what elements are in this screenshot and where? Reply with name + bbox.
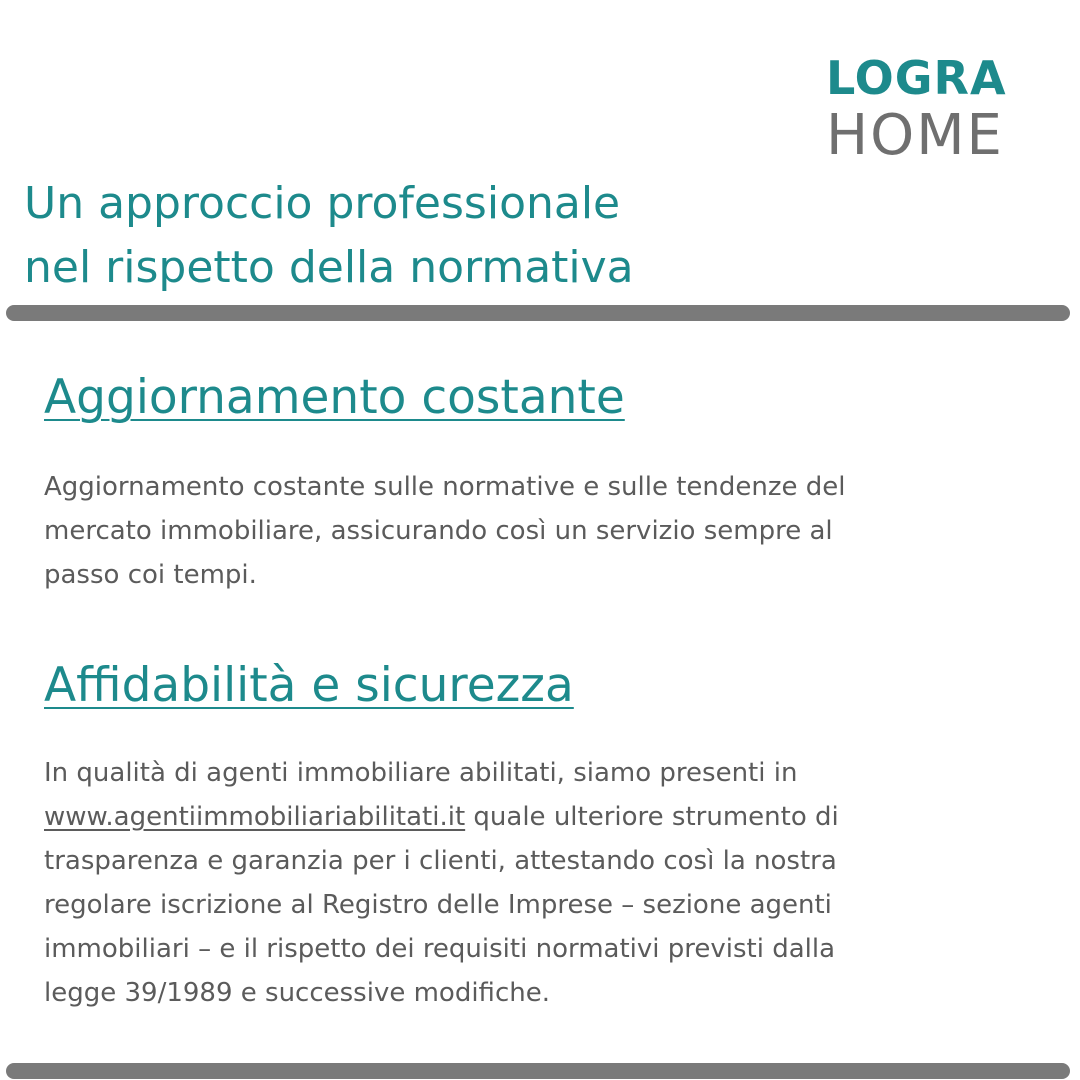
headline-line-1: Un approccio professionale	[24, 178, 621, 229]
headline-line-2: nel rispetto della normativa	[24, 242, 634, 293]
bottom-divider	[6, 1063, 1070, 1079]
section-title-aggiornamento: Aggiornamento costante	[44, 370, 625, 425]
body-line: passo coi tempi.	[44, 560, 257, 590]
section-title-affidabilita: Affidabilità e sicurezza	[44, 658, 574, 713]
body-line: trasparenza e garanzia per i clienti, attestando così la nostra	[44, 846, 837, 876]
body-line: regolare iscrizione al Registro delle Imprese – sezione agenti	[44, 890, 832, 920]
roof-mark-icon	[1014, 48, 1056, 52]
brand-logo	[826, 48, 1058, 160]
body-line: immobiliari – e il rispetto dei requisiti normativi previsti dalla	[44, 934, 836, 964]
body-line-with-link	[44, 795, 1054, 839]
top-divider	[6, 305, 1070, 321]
body-line: In qualità di agenti immobiliare abilitati, siamo presenti in	[44, 758, 798, 788]
logo-word-bottom: HOME	[826, 103, 1004, 160]
body-line: Aggiornamento costante sulle normative e sulle tendenze del	[44, 472, 846, 502]
body-line-rest: quale ulteriore strumento di	[465, 802, 839, 832]
section-body-aggiornamento	[44, 465, 1054, 597]
logo-word-top: LOGRA	[826, 51, 1007, 105]
agenti-abilitati-link[interactable]: www.agentiimmobiliariabilitati.it	[44, 802, 466, 832]
page-headline	[24, 172, 1024, 300]
body-line: mercato immobiliare, assicurando così un servizio sempre al	[44, 516, 833, 546]
logo-graphic	[826, 48, 1058, 160]
body-line: legge 39/1989 e successive modifiche.	[44, 978, 550, 1008]
section-body-affidabilita	[44, 751, 1054, 1015]
